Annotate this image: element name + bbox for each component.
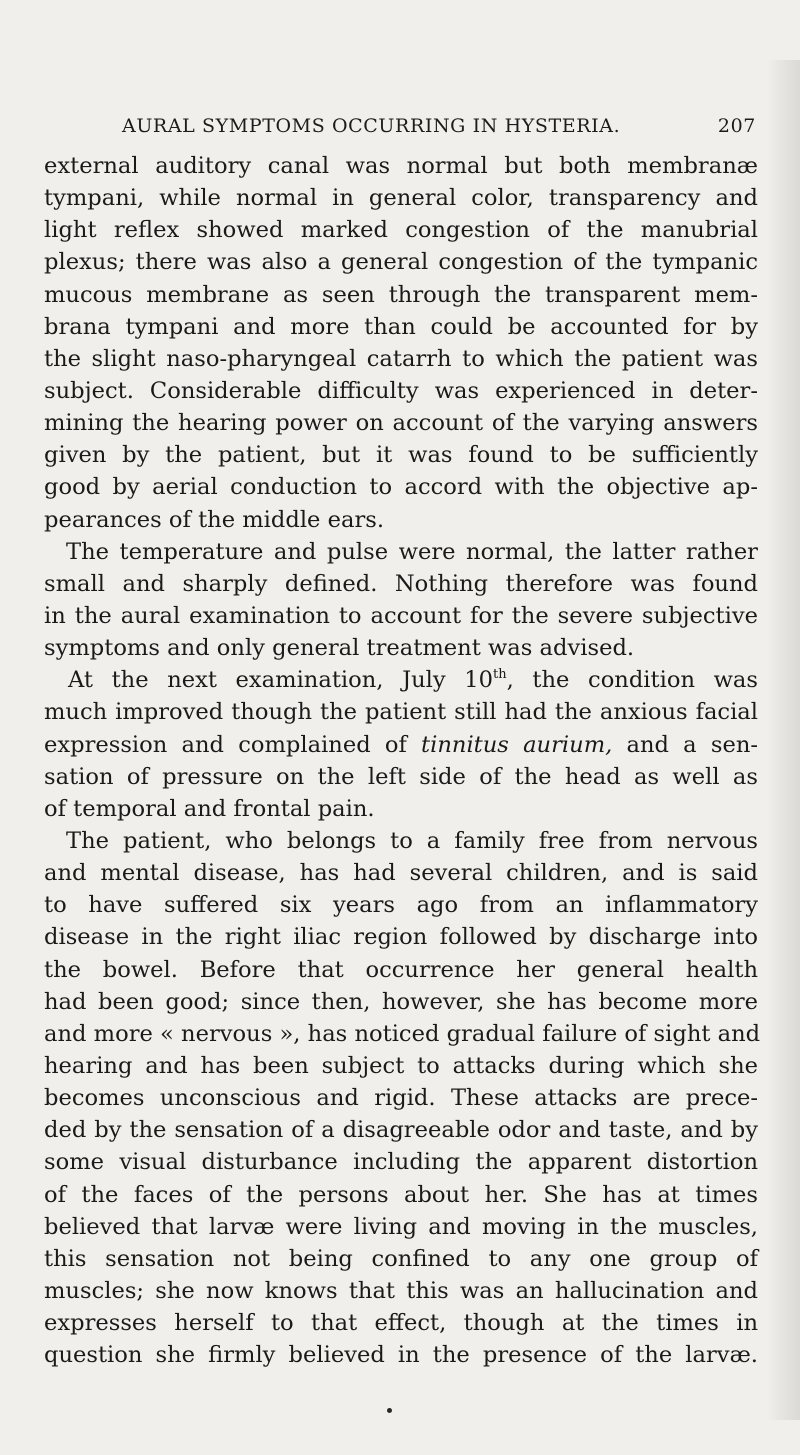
text-line: this sensation not being confined to any one group of [44,1245,758,1272]
text-line: of temporal and frontal pain. [44,795,375,822]
text-line [44,729,758,761]
text-line: light reflex showed marked congestion of the manubrial [44,217,758,244]
text-line: of the faces of the persons about her. She has at times [44,1181,758,1208]
text-line: subject. Considerable difficulty was experienced in deter- [44,377,758,404]
text-line: symptoms and only general treatment was advised. [44,635,635,662]
running-head-title: AURAL SYMPTOMS OCCURRING IN HYSTERIA. [122,115,621,137]
text-line: mucous membrane as seen through the transparent mem- [44,281,758,308]
text-line: the bowel. Before that occurrence her general health [44,956,758,983]
text-line: The patient, who belongs to a family free from nervous [66,827,758,854]
text-line: tympani, while normal in general color, transparency and [44,185,758,212]
text-line: becomes unconscious and rigid. These attacks are prece- [44,1085,758,1112]
text-line: external auditory canal was normal but both membranæ [44,153,758,179]
text-line: and more « nervous », has noticed gradual failure of sight and [44,1020,761,1047]
text-line: believed that larvæ were living and moving in the muscles, [44,1213,758,1240]
text-line: muscles; she now knows that this was an hallucination and [44,1277,758,1304]
text-fragment: At the next examination, July 10 [68,667,494,694]
superscript: th [493,667,507,683]
page-gutter-shadow [766,60,800,1420]
printer-dot [387,1408,392,1413]
text-line: had been good; since then, however, she has become more [44,988,758,1015]
text-line: hearing and has been subject to attacks during which she [44,1052,758,1079]
text-fragment: , the condition was [506,667,759,694]
text-line: good by aerial conduction to accord with the objective ap- [44,474,758,501]
text-line: plexus; there was also a general congestion of the tympanic [44,249,758,276]
text-line: mining the hearing power on account of the varying answers [44,410,758,437]
text-line: sation of pressure on the left side of the head as well as [44,763,758,790]
text-line: and mental disease, has had several children, and is said [44,860,758,887]
text-line: some visual disturbance including the apparent distortion [44,1149,758,1176]
text-line: small and sharply defined. Nothing therefore was found [44,570,758,597]
text-line [44,664,758,696]
text-line: given by the patient, but it was found to be sufficiently [44,442,758,469]
running-head [44,110,760,144]
text-fragment: and a sen- [612,731,759,758]
body-text [44,150,761,1371]
text-line: much improved though the patient still had the anxious facial [44,699,758,726]
text-line: expresses herself to that effect, though at the times in [44,1310,758,1337]
text-line: the slight naso-pharyngeal catarrh to which the patient was [44,345,758,372]
text-line: pearances of the middle ears. [44,506,385,533]
italic-term: tinnitus aurium, [421,731,613,758]
text-line: in the aural examination to account for the severe subjective [44,602,758,629]
text-line: question she firmly believed in the presence of the larvæ. [44,1342,758,1369]
text-line: disease in the right iliac region followed by discharge into [44,924,758,951]
page-number: 207 [717,115,756,137]
text-line: brana tympani and more than could be accounted for by [44,313,758,340]
text-line: The temperature and pulse were normal, the latter rather [66,538,758,565]
text-line: ded by the sensation of a disagreeable odor and taste, and by [44,1117,758,1144]
text-line: to have suffered six years ago from an inflammatory [44,892,758,919]
text-fragment: expression and complained of [44,731,422,758]
